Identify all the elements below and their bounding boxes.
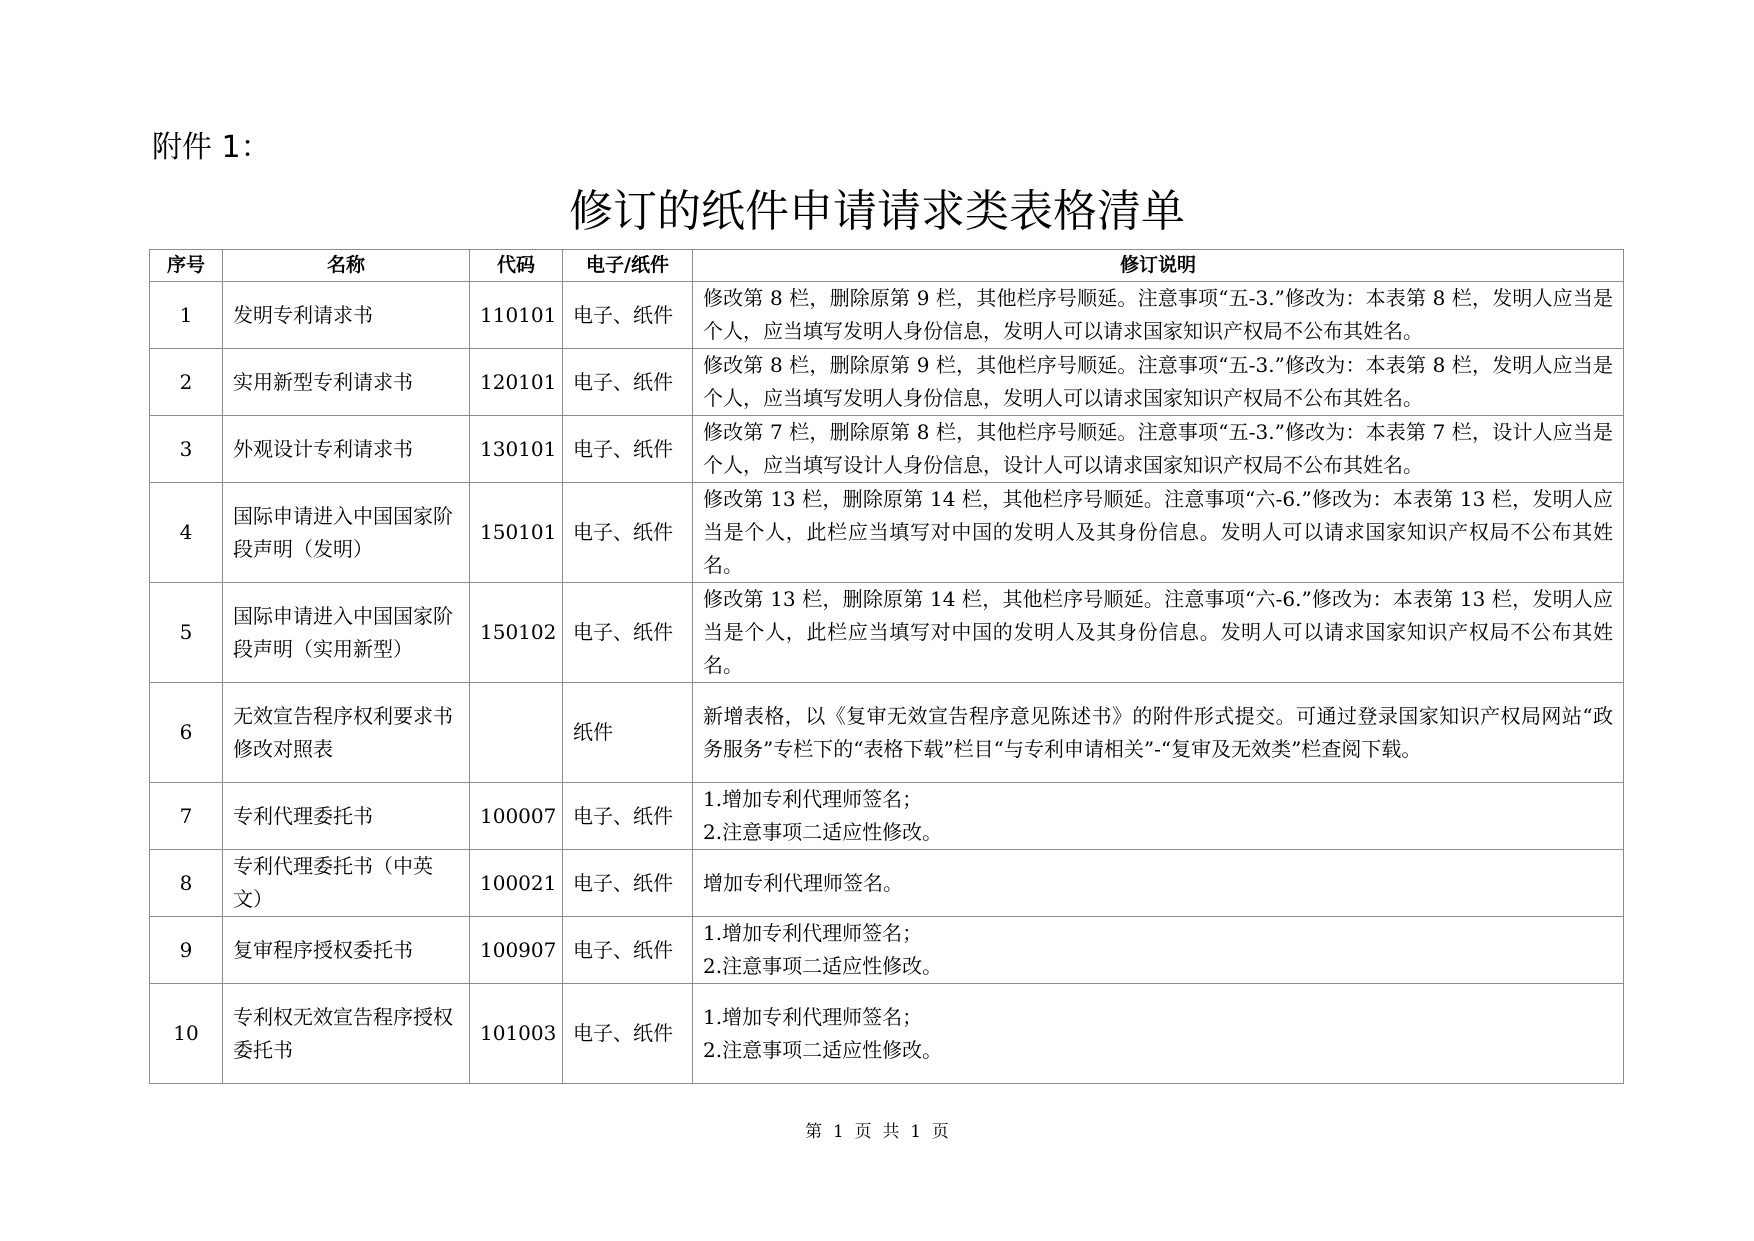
cell-code: 101003 (470, 984, 563, 1084)
cell-description (693, 282, 1624, 349)
page-title: 修订的纸件申请请求类表格清单 (569, 186, 1185, 237)
cell-name: 国际申请进入中国国家阶段声明（实用新型） (223, 583, 470, 683)
cell-seq: 7 (150, 783, 223, 850)
cell-description (693, 483, 1624, 583)
cell-seq: 10 (150, 984, 223, 1084)
cell-name: 外观设计专利请求书 (223, 416, 470, 483)
cell-seq: 6 (150, 683, 223, 783)
table-row (150, 583, 1624, 683)
cell-description (693, 984, 1624, 1084)
description-line: 增加专利代理师签名。 (703, 870, 903, 895)
cell-medium: 电子、纸件 (563, 850, 693, 917)
cell-description (693, 416, 1624, 483)
description-line: 修改第 7 栏，删除原第 8 栏，其他栏序号顺延。注意事项“五-3.”修改为：本表第 7 栏，设计人应当是个人，应当填写设计人身份信息，设计人可以请求国家知识产权局不公布其姓名。 (703, 420, 1613, 477)
header-description: 修订说明 (693, 250, 1624, 282)
cell-code: 100021 (470, 850, 563, 917)
table-header-row (150, 250, 1624, 282)
table-row (150, 917, 1624, 984)
table-row (150, 483, 1624, 583)
table-row (150, 349, 1624, 416)
cell-seq: 9 (150, 917, 223, 984)
table-row (150, 850, 1624, 917)
cell-medium: 电子、纸件 (563, 583, 693, 683)
table-row (150, 416, 1624, 483)
cell-name: 复审程序授权委托书 (223, 917, 470, 984)
description-line: 新增表格，以《复审无效宣告程序意见陈述书》的附件形式提交。可通过登录国家知识产权局网站“政务服务”专栏下的“表格下载”栏目“与专利申请相关”-“复审及无效类”栏查阅下载。 (703, 703, 1613, 761)
cell-medium: 电子、纸件 (563, 416, 693, 483)
page-footer: 第 1 页 共 1 页 (805, 1122, 949, 1142)
attachment-label: 附件 1： (152, 130, 271, 165)
cell-medium: 电子、纸件 (563, 783, 693, 850)
form-list-table (149, 249, 1624, 1084)
cell-name: 专利权无效宣告程序授权委托书 (223, 984, 470, 1084)
cell-code: 150102 (470, 583, 563, 683)
description-line: 2.注意事项二适应性修改。 (703, 954, 943, 978)
cell-seq: 4 (150, 483, 223, 583)
cell-name: 国际申请进入中国国家阶段声明（发明） (223, 483, 470, 583)
cell-name: 无效宣告程序权利要求书修改对照表 (223, 683, 470, 783)
cell-description (693, 349, 1624, 416)
cell-name: 实用新型专利请求书 (223, 349, 470, 416)
description-line: 2.注意事项二适应性修改。 (703, 1037, 943, 1062)
cell-code: 100907 (470, 917, 563, 984)
description-line: 修改第 13 栏，删除原第 14 栏，其他栏序号顺延。注意事项“六-6.”修改为：本表第 13 栏，发明人应当是个人，此栏应当填写对中国的发明人及其身份信息。发明人可以请求国家知识产权局不公布其姓名。 (703, 487, 1613, 577)
cell-code: 150101 (470, 483, 563, 583)
description-line: 修改第 13 栏，删除原第 14 栏，其他栏序号顺延。注意事项“六-6.”修改为：本表第 13 栏，发明人应当是个人，此栏应当填写对中国的发明人及其身份信息。发明人可以请求国家知识产权局不公布其姓名。 (703, 587, 1613, 677)
header-medium: 电子/纸件 (563, 250, 693, 282)
cell-name: 专利代理委托书（中英文） (223, 850, 470, 917)
description-line: 2.注意事项二适应性修改。 (703, 820, 943, 844)
cell-description (693, 783, 1624, 850)
cell-medium: 电子、纸件 (563, 917, 693, 984)
header-seq: 序号 (150, 250, 223, 282)
cell-name: 发明专利请求书 (223, 282, 470, 349)
cell-seq: 2 (150, 349, 223, 416)
cell-code (470, 683, 563, 783)
table-row (150, 984, 1624, 1084)
cell-medium: 电子、纸件 (563, 483, 693, 583)
cell-code: 130101 (470, 416, 563, 483)
header-name: 名称 (223, 250, 470, 282)
cell-code: 110101 (470, 282, 563, 349)
cell-name: 专利代理委托书 (223, 783, 470, 850)
cell-code: 120101 (470, 349, 563, 416)
table-row (150, 282, 1624, 349)
cell-description (693, 683, 1624, 783)
cell-medium: 电子、纸件 (563, 282, 693, 349)
cell-seq: 5 (150, 583, 223, 683)
cell-medium: 电子、纸件 (563, 349, 693, 416)
description-line: 1.增加专利代理师签名； (703, 921, 923, 945)
cell-medium: 纸件 (563, 683, 693, 783)
table-row (150, 783, 1624, 850)
cell-medium: 电子、纸件 (563, 984, 693, 1084)
description-line: 修改第 8 栏，删除原第 9 栏，其他栏序号顺延。注意事项“五-3.”修改为：本表第 8 栏，发明人应当是个人，应当填写发明人身份信息，发明人可以请求国家知识产权局不公布其姓名。 (703, 353, 1613, 410)
cell-description (693, 850, 1624, 917)
cell-description (693, 583, 1624, 683)
description-line: 修改第 8 栏，删除原第 9 栏，其他栏序号顺延。注意事项“五-3.”修改为：本表第 8 栏，发明人应当是个人，应当填写发明人身份信息，发明人可以请求国家知识产权局不公布其姓名。 (703, 286, 1613, 343)
cell-seq: 1 (150, 282, 223, 349)
cell-code: 100007 (470, 783, 563, 850)
description-line: 1.增加专利代理师签名； (703, 1004, 923, 1029)
description-line: 1.增加专利代理师签名； (703, 787, 923, 811)
table-body (150, 282, 1624, 1084)
header-code: 代码 (470, 250, 563, 282)
cell-seq: 8 (150, 850, 223, 917)
cell-description (693, 917, 1624, 984)
cell-seq: 3 (150, 416, 223, 483)
table-row (150, 683, 1624, 783)
